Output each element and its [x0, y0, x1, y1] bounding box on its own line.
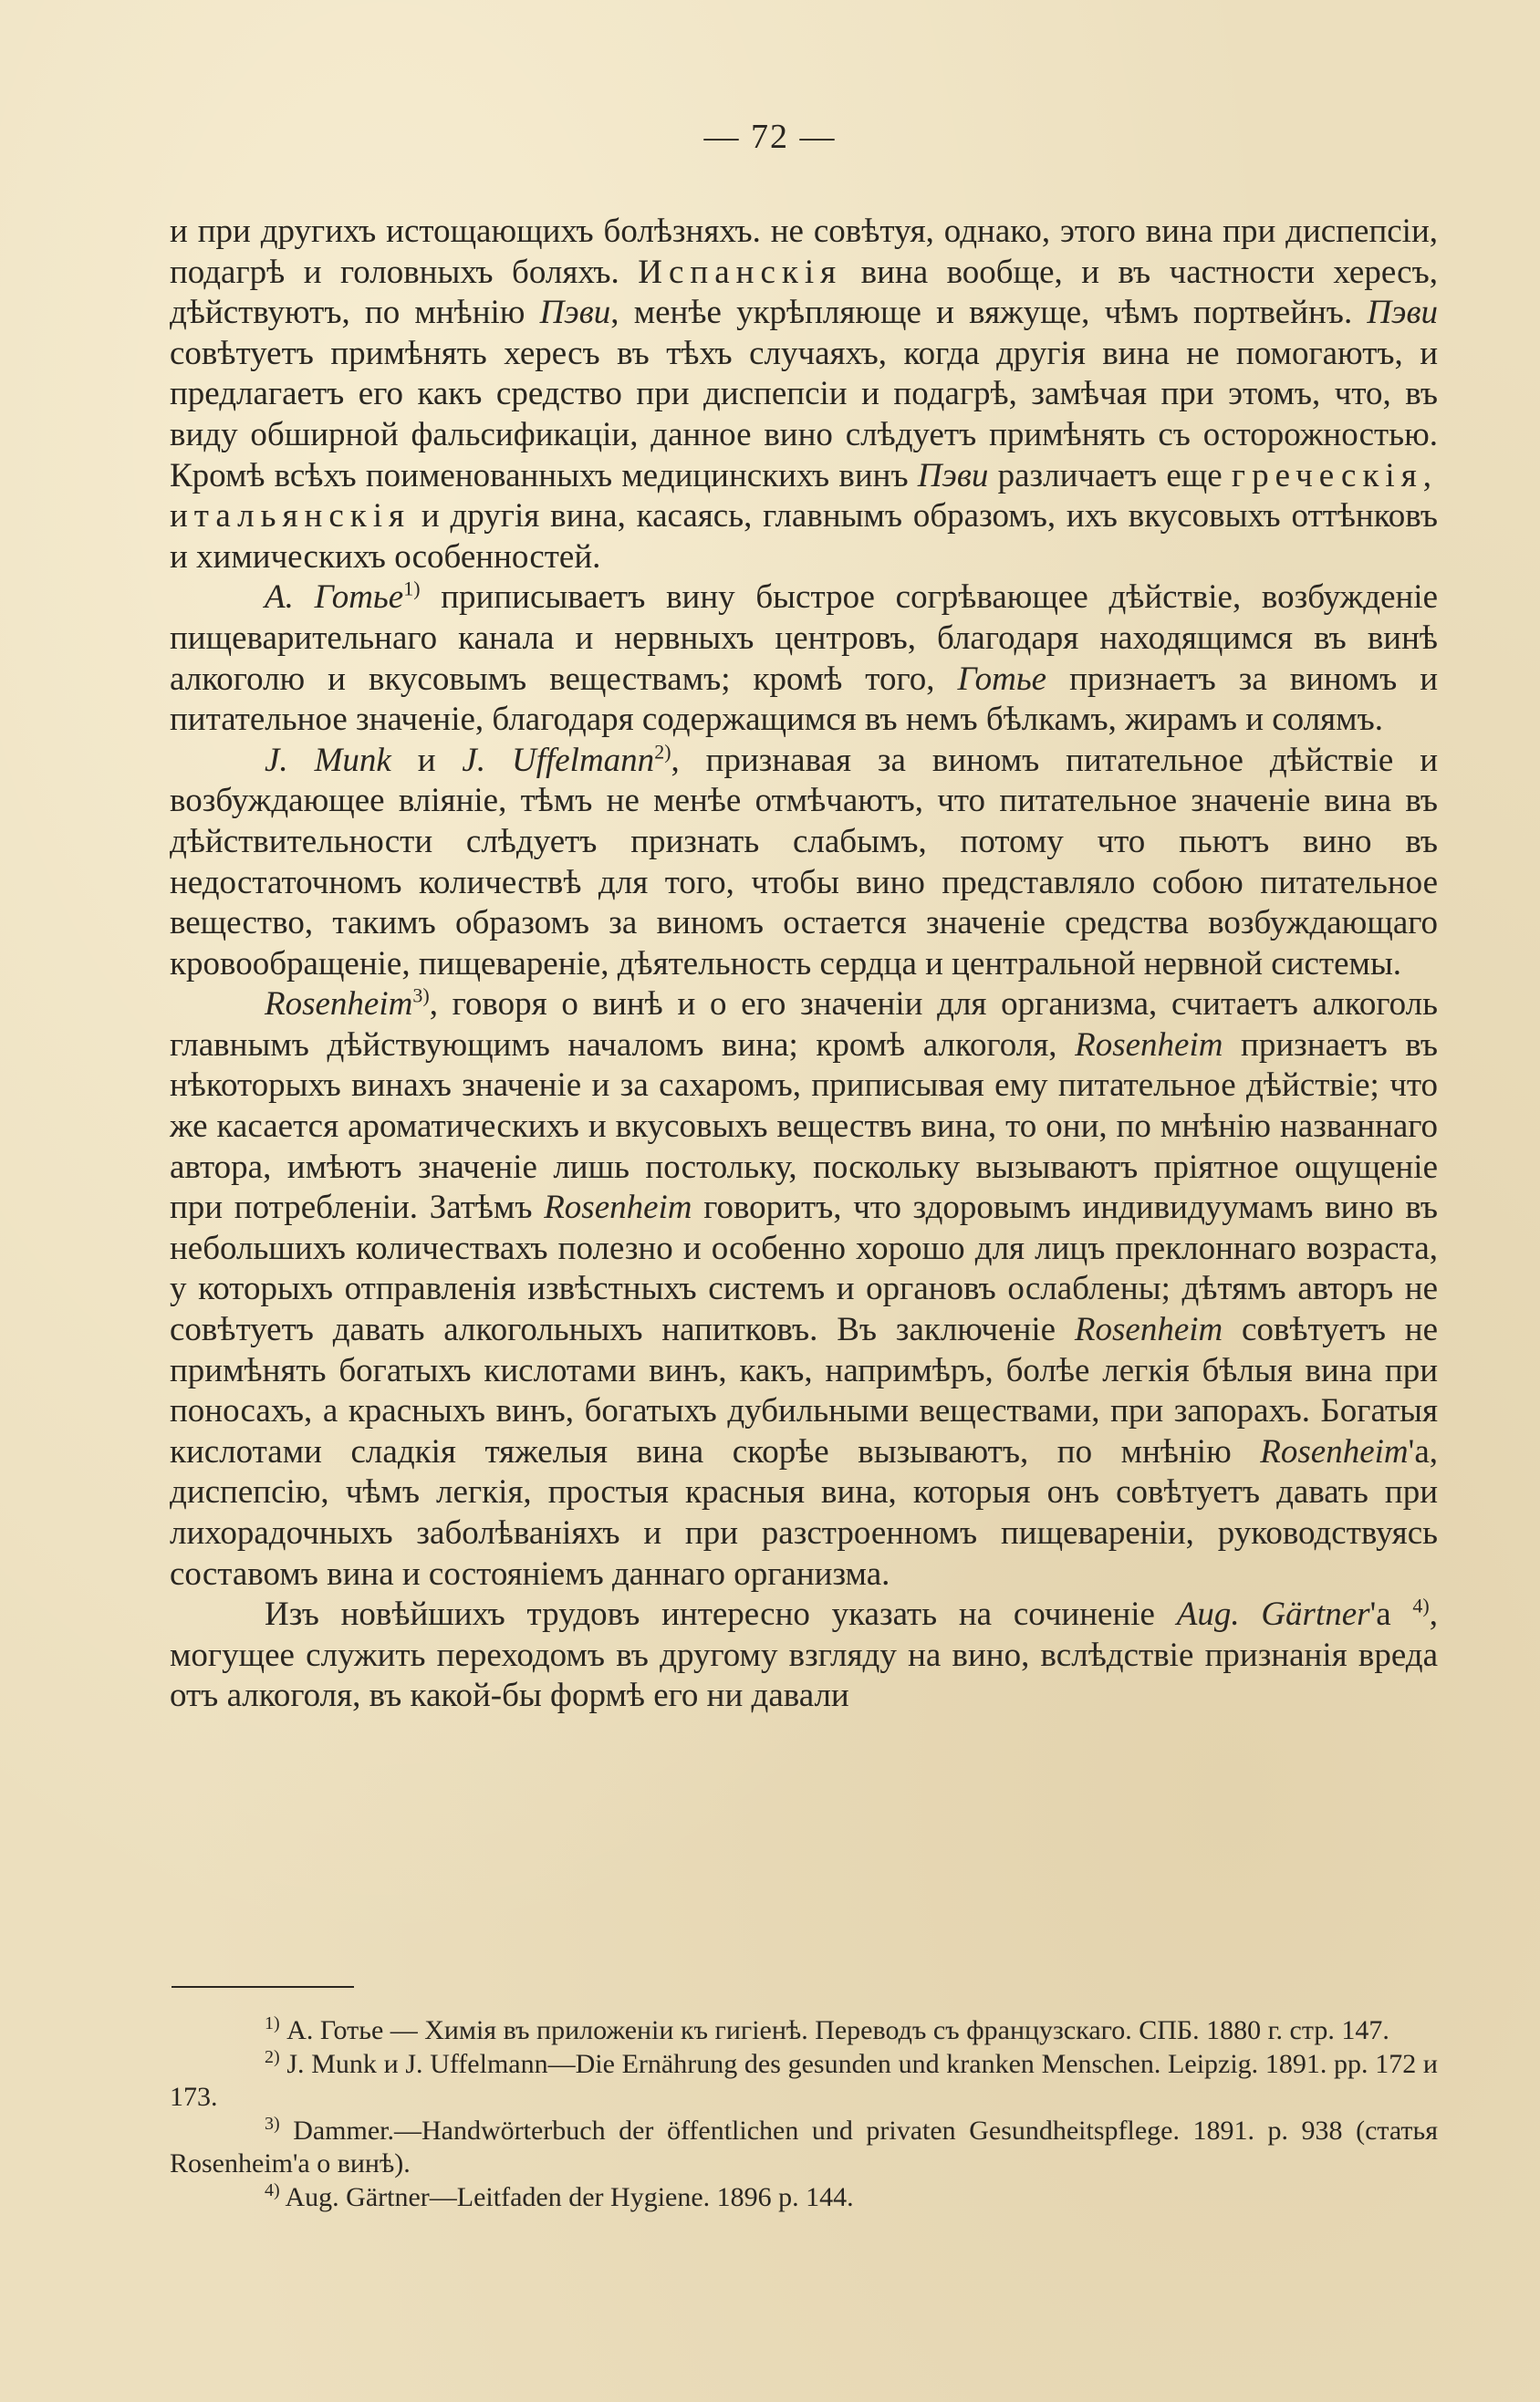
text-run: говоритъ, что здоровымъ индивидуумамъ вино въ небольшихъ количествахъ полезно и особенно хорошо для лицъ преклоннаго возраста, у которыхъ отправленія извѣстныхъ системъ и органовъ ослаблены; дѣтямъ авторъ не совѣтуетъ давать алкогольныхъ напитковъ. Въ заключеніе: [170, 1189, 1439, 1349]
footnotes: [170, 2014, 1438, 2214]
italic-name: Rosenheim: [544, 1189, 692, 1227]
italic-name: А. Готье: [265, 578, 404, 617]
text-run: совѣтуетъ не примѣнять богатыхъ кислотами винъ, какъ, напримѣръ, болѣе легкія бѣлыя вина при поносахъ, а красныхъ винъ, богатыхъ дубильными веществами, при запорахъ. Богатыя кислотами сладкія тяжелыя вина скорѣе вызываютъ, по мнѣнію: [170, 1311, 1438, 1471]
text-run: приписываетъ вину быстрое согрѣвающее дѣйствіе, возбужденіе пищеварительнаго канала и нервныхъ центровъ, благодаря находящимся въ винѣ алкоголю и вкусовымъ веществамъ; кромѣ того,: [170, 578, 1438, 698]
footnote-marker: 4): [1412, 1594, 1430, 1617]
footnote-text: А. Готье — Химія въ приложеніи къ гигіенѣ. Переводъ съ французскаго. СПБ. 1880 г. стр. 147.: [279, 2015, 1389, 2045]
footnote-item: [170, 2115, 1438, 2181]
footnote-marker: 1): [403, 577, 421, 601]
italic-name: Пэви: [1367, 294, 1439, 332]
italic-name: Rosenheim: [1074, 1311, 1223, 1349]
footnote-marker: 2): [654, 740, 671, 764]
footnote-item: [170, 2181, 1438, 2215]
text-run: 'а: [1369, 1596, 1413, 1634]
italic-name: Rosenheim: [1260, 1432, 1409, 1471]
footnote-item: [170, 2014, 1438, 2048]
italic-name: Aug. Gärtner: [1176, 1596, 1370, 1634]
text-run: , признавая за виномъ питательное дѣйствіе и возбуждающее вліяніе, тѣмъ не менѣе отмѣчаютъ, что питательное значеніе вина въ дѣйствительности слѣдуетъ признать слабымъ, потому что пьютъ вино въ недостаточномъ количествѣ для того, чтобы вино представляло собою питательное вещество, такимъ образомъ за виномъ остается значеніе средства возбуждающаго кровообращеніе, пищевареніе, дѣятельность сердца и центральной нервной системы.: [170, 741, 1439, 983]
footnote-number: 4): [265, 2179, 280, 2200]
italic-name: Пэви: [917, 456, 989, 494]
paragraph-p3: [170, 741, 1438, 985]
footnote-separator: [172, 1986, 354, 1988]
italic-name: Rosenheim: [1075, 1025, 1223, 1064]
spaced-emphasis: Испанскія: [638, 253, 843, 291]
footnote-number: 1): [265, 2013, 280, 2033]
text-run: признаетъ въ нѣкоторыхъ винахъ значеніе и за сахаромъ, приписывая ему питательное дѣйствіе; что же касается ароматическихъ и вкусовыхъ веществъ вина, то они, по мнѣнію названнаго автора, имѣютъ значеніе лишь постольку, поскольку вызываютъ пріятное ощущеніе при потребленіи. Затѣмъ: [170, 1025, 1438, 1227]
italic-name: Готье: [957, 660, 1047, 698]
text-run: вина вообще, и въ частности хересъ, дѣйствуютъ, по мнѣнію: [170, 253, 1438, 332]
footnote-text: Aug. Gärtner—Leitfaden der Hygiene. 1896 p. 144.: [279, 2181, 854, 2212]
footnote-number: 2): [265, 2046, 280, 2067]
paragraph-p2: [170, 577, 1438, 740]
spaced-emphasis: итальянскія: [170, 497, 411, 536]
text-run: и при другихъ истощающихъ болѣзняхъ. не совѣтуя, однако, этого вина при диспепсіи, подагрѣ и головныхъ боляхъ.: [170, 213, 1438, 291]
text-run: различаетъ еще: [988, 456, 1232, 494]
spaced-emphasis: греческія,: [1231, 456, 1438, 494]
italic-name: J. Uffelmann: [462, 741, 655, 779]
text-run: , могущее служить переходомъ въ другому взгляду на вино, вслѣдствіе признанія вреда отъ алкоголя, въ какой-бы формѣ его ни давали: [170, 1596, 1438, 1715]
page-number: — 72 —: [703, 118, 837, 156]
paragraph-p5: [170, 1595, 1438, 1717]
text-run: и другія вина, касаясь, главнымъ образомъ, ихъ вкусовыхъ оттѣнковъ и химическихъ особенностей.: [170, 497, 1438, 576]
italic-name: Rosenheim: [265, 985, 413, 1024]
footnote-text: Dammer.—Handwörterbuch der öffentlichen und privaten Gesundheitspflege. 1891. p. 938 (статья Rosenheim'а о винѣ).: [170, 2115, 1438, 2178]
footnote-item: [170, 2048, 1438, 2115]
body-text: [170, 212, 1438, 1717]
footnote-text: J. Munk и J. Uffelmann—Die Ernährung des gesunden und kranken Menschen. Leipzig. 1891. pp. 172 и 173.: [170, 2048, 1438, 2112]
text-run: признаетъ за виномъ и питательное значеніе, благодаря содержащимся въ немъ бѣлкамъ, жирамъ и солямъ.: [170, 660, 1438, 739]
text-run: совѣтуетъ примѣнять хересъ въ тѣхъ случаяхъ, когда другія вина не помогаютъ, и предлагаетъ его какъ средство при диспепсіи и подагрѣ, замѣчая при этомъ, что, въ виду обширной фальсификаціи, данное вино слѣдуетъ примѣнять съ осторожностью. Кромѣ всѣхъ поименованныхъ медицинскихъ винъ: [170, 334, 1438, 494]
text-run: Изъ новѣйшихъ трудовъ интересно указать на сочиненіе: [265, 1596, 1177, 1634]
italic-name: J. Munk: [265, 741, 391, 779]
italic-name: Пэви: [539, 294, 611, 332]
footnote-marker: 3): [412, 983, 430, 1007]
text-run: , менѣе укрѣпляюще и вяжуще, чѣмъ портвейнъ.: [610, 294, 1368, 332]
paragraph-p1: [170, 212, 1438, 577]
text-run: 'а, диспепсію, чѣмъ легкія, простыя красныя вина, которыя онъ совѣтуетъ давать при лихорадочныхъ заболѣваніяхъ и при разстроенномъ пищевареніи, руководствуясь составомъ вина и состояніемъ даннаго организма.: [170, 1432, 1438, 1593]
footnote-number: 3): [265, 2113, 280, 2134]
text-run: , говоря о винѣ и о его значеніи для организма, считаетъ алкоголь главнымъ дѣйствующимъ началомъ вина; кромѣ алкоголя,: [170, 985, 1438, 1064]
paragraph-p4: [170, 984, 1438, 1595]
text-run: и: [390, 741, 463, 779]
